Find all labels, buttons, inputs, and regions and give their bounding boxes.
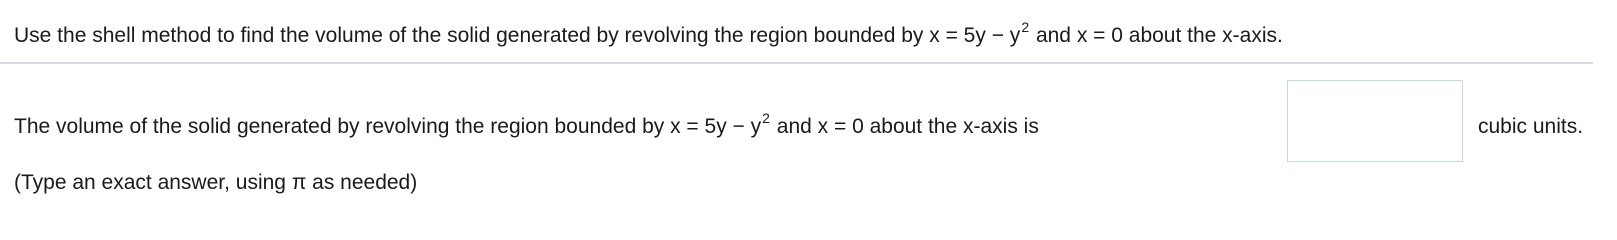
question-text [14, 19, 1283, 47]
answer-statement [14, 110, 1039, 138]
answer-exponent: 2 [762, 110, 770, 126]
volume-answer-input[interactable] [1287, 80, 1463, 162]
units-label: cubic units. [1478, 115, 1584, 138]
question-exponent: 2 [1021, 19, 1030, 35]
answer-suffix: and x = 0 about the x-axis is [770, 115, 1039, 138]
answer-prefix: The volume of the solid generated by revolving the region bounded by x = 5y − y [14, 115, 762, 138]
question-prefix: Use the shell method to find the volume of the solid generated by revolving the region bounded by x = 5y − y [14, 24, 1021, 47]
question-suffix: and x = 0 about the x-axis. [1030, 24, 1283, 47]
answer-hint: (Type an exact answer, using π as needed) [14, 171, 418, 194]
section-divider [0, 62, 1593, 64]
